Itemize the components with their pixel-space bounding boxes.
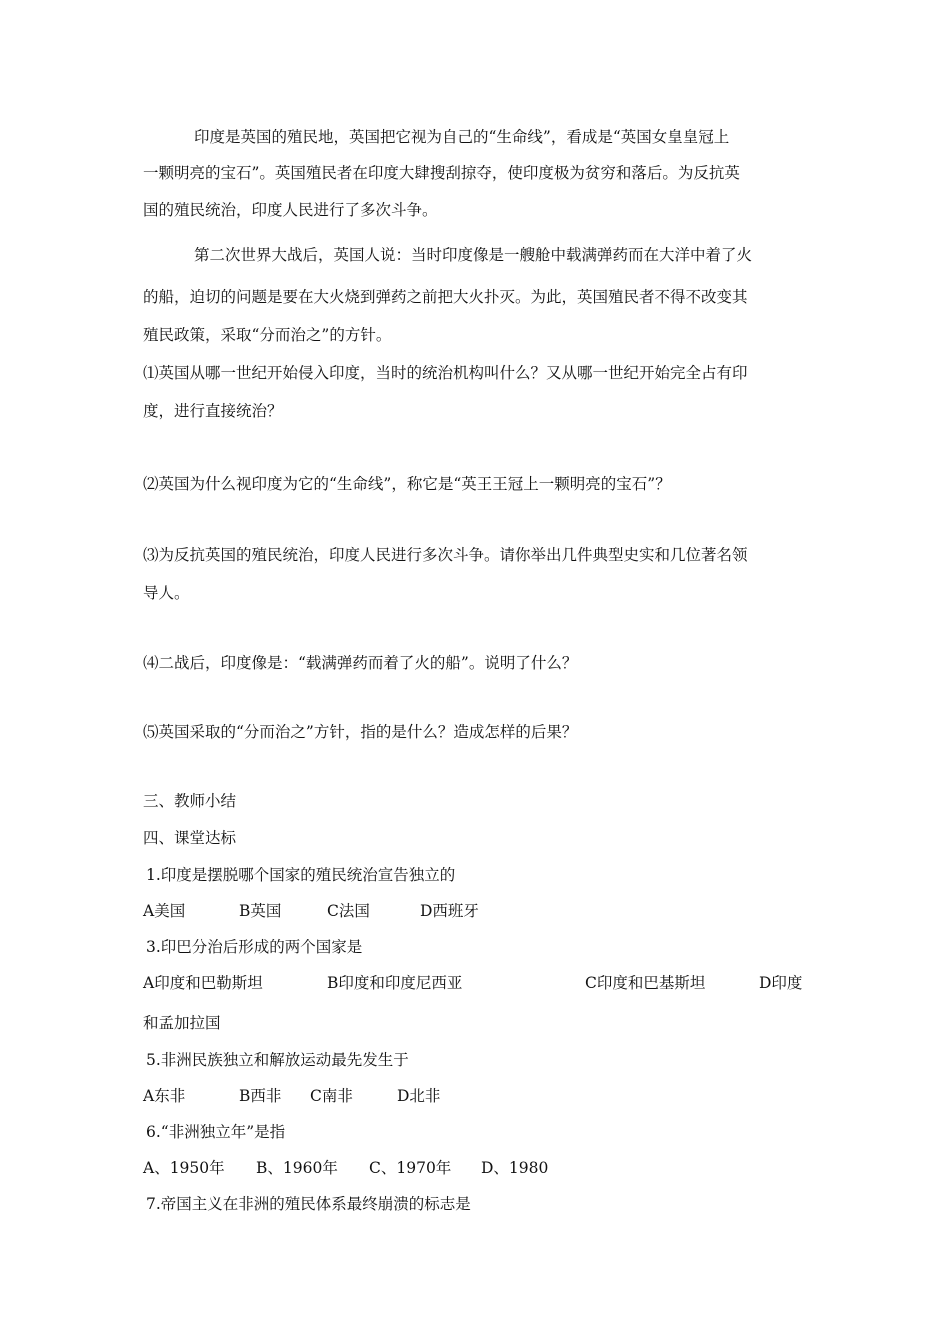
exercise-1-option-d: D西班牙 (420, 902, 479, 920)
question-4: ⑷二战后，印度像是：“载满弹药而着了火的船”。说明了什么？ (143, 654, 578, 672)
exercise-6-option-c: C、1970年 (369, 1159, 452, 1177)
exercise-1-stem: 1.印度是摆脱哪个国家的殖民统治宣告独立的 (146, 866, 456, 884)
exercise-3-option-d-continued: 和孟加拉国 (143, 1014, 221, 1032)
section-teacher-summary: 三、教师小结 (143, 792, 237, 810)
question-3-line2: 导人。 (143, 584, 190, 602)
exercise-6-option-d: D、1980 (481, 1159, 549, 1177)
question-1-line1: ⑴英国从哪一世纪开始侵入印度，当时的统治机构叫什么？又从哪一世纪开始完全占有印 (143, 364, 748, 382)
exercise-3-option-a: A印度和巴勒斯坦 (143, 974, 263, 992)
exercise-1-option-a: A美国 (143, 902, 186, 920)
exercise-3-stem: 3.印巴分治后形成的两个国家是 (146, 938, 363, 956)
passage-p1-line3: 国的殖民统治，印度人民进行了多次斗争。 (143, 201, 438, 219)
exercise-1-option-b: B英国 (239, 902, 282, 920)
exercise-6-stem: 6.“非洲独立年”是指 (146, 1123, 286, 1141)
exercise-5-stem: 5.非洲民族独立和解放运动最先发生于 (146, 1051, 409, 1069)
exercise-5-option-d: D北非 (397, 1087, 441, 1105)
passage-p1-line2: 一颗明亮的宝石”。英国殖民者在印度大肆搜刮掠夺，使印度极为贫穷和落后。为反抗英 (143, 164, 740, 182)
exercise-7-stem: 7.帝国主义在非洲的殖民体系最终崩溃的标志是 (146, 1195, 471, 1213)
exercise-3-option-c: C印度和巴基斯坦 (585, 974, 706, 992)
exercise-5-option-b: B西非 (239, 1087, 282, 1105)
passage-p1-line1: 印度是英国的殖民地，英国把它视为自己的“生命线”，看成是“英国女皇皇冠上 (194, 128, 730, 146)
passage-p2-line3: 殖民政策，采取“分而治之”的方针。 (143, 326, 392, 344)
question-2: ⑵英国为什么视印度为它的“生命线”，称它是“英王王冠上一颗明亮的宝石”？ (143, 475, 671, 493)
passage-p2-line1: 第二次世界大战后，英国人说：当时印度像是一艘舱中载满弹药而在大洋中着了火 (194, 246, 753, 264)
exercise-3-option-b: B印度和印度尼西亚 (327, 974, 463, 992)
exercise-5-option-c: C南非 (310, 1087, 353, 1105)
exercise-6-option-a: A、1950年 (143, 1159, 225, 1177)
question-5: ⑸英国采取的“分而治之”方针，指的是什么？造成怎样的后果？ (143, 723, 578, 741)
exercise-5-option-a: A东非 (143, 1087, 186, 1105)
exercise-6-option-b: B、1960年 (256, 1159, 338, 1177)
question-3-line1: ⑶为反抗英国的殖民统治，印度人民进行多次斗争。请你举出几件典型史实和几位著名领 (143, 546, 748, 564)
section-classroom-check: 四、课堂达标 (143, 829, 237, 847)
passage-p2-line2: 的船，迫切的问题是要在大火烧到弹药之前把大火扑灭。为此，英国殖民者不得不改变其 (143, 288, 748, 306)
exercise-3-option-d: D印度 (759, 974, 803, 992)
exercise-1-option-c: C法国 (327, 902, 370, 920)
question-1-line2: 度，进行直接统治？ (143, 402, 283, 420)
